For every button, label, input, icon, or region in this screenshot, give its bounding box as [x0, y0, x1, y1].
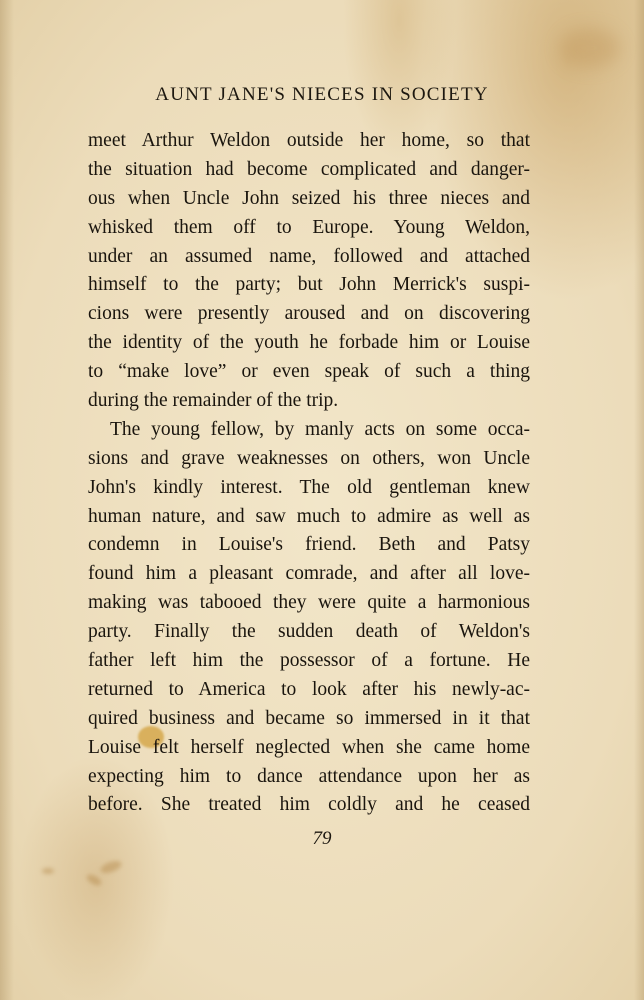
text-line: himself to the party; but John Merrick's suspi-: [88, 274, 530, 296]
page-stain: [560, 28, 620, 68]
text-line: Louise felt herself neglected when she came home: [88, 736, 530, 758]
body-text: [88, 127, 530, 820]
text-line: cions were presently aroused and on discovering: [88, 303, 530, 325]
text-line: the situation had become complicated and danger-: [88, 158, 530, 180]
text-line: party. Finally the sudden death of Weldon's: [88, 621, 530, 643]
running-header: AUNT JANE'S NIECES IN SOCIETY: [155, 84, 489, 105]
paragraph: [88, 416, 530, 820]
text-line: human nature, and saw much to admire as well as: [88, 505, 530, 527]
text-line: whisked them off to Europe. Young Weldon,: [88, 216, 530, 238]
text-line: expecting him to dance attendance upon her as: [88, 765, 530, 787]
text-line: under an assumed name, followed and attached: [88, 245, 530, 267]
text-line: found him a pleasant comrade, and after all love-: [88, 563, 530, 585]
text-line: returned to America to look after his newly-ac-: [88, 678, 530, 700]
page-stain: [42, 868, 54, 874]
text-line: to “make love” or even speak of such a thing: [88, 361, 530, 383]
text-line: sions and grave weaknesses on others, won Uncle: [88, 447, 530, 469]
text-line: before. She treated him coldly and he ceased: [88, 794, 530, 816]
page-edge-shadow-left: [0, 0, 14, 1000]
page-stain: [99, 859, 123, 876]
text-line: during the remainder of the trip.: [88, 390, 339, 412]
text-line: the identity of the youth he forbade him or Louise: [88, 332, 530, 354]
text-line: John's kindly interest. The old gentleman knew: [88, 476, 530, 498]
text-line: The young fellow, by manly acts on some occa-: [110, 418, 530, 440]
text-line: condemn in Louise's friend. Beth and Patsy: [88, 534, 530, 556]
paragraph: [88, 127, 530, 416]
page-edge-shadow-right: [634, 0, 644, 1000]
page-stain: [85, 873, 103, 888]
text-line: father left him the possessor of a fortune. He: [88, 650, 530, 672]
page-number: 79: [312, 828, 332, 849]
text-line: making was tabooed they were quite a harmonious: [88, 592, 530, 614]
text-line: meet Arthur Weldon outside her home, so that: [88, 130, 530, 151]
text-line: quired business and became so immersed in it that: [88, 707, 530, 729]
text-line: ous when Uncle John seized his three nieces and: [88, 187, 530, 209]
